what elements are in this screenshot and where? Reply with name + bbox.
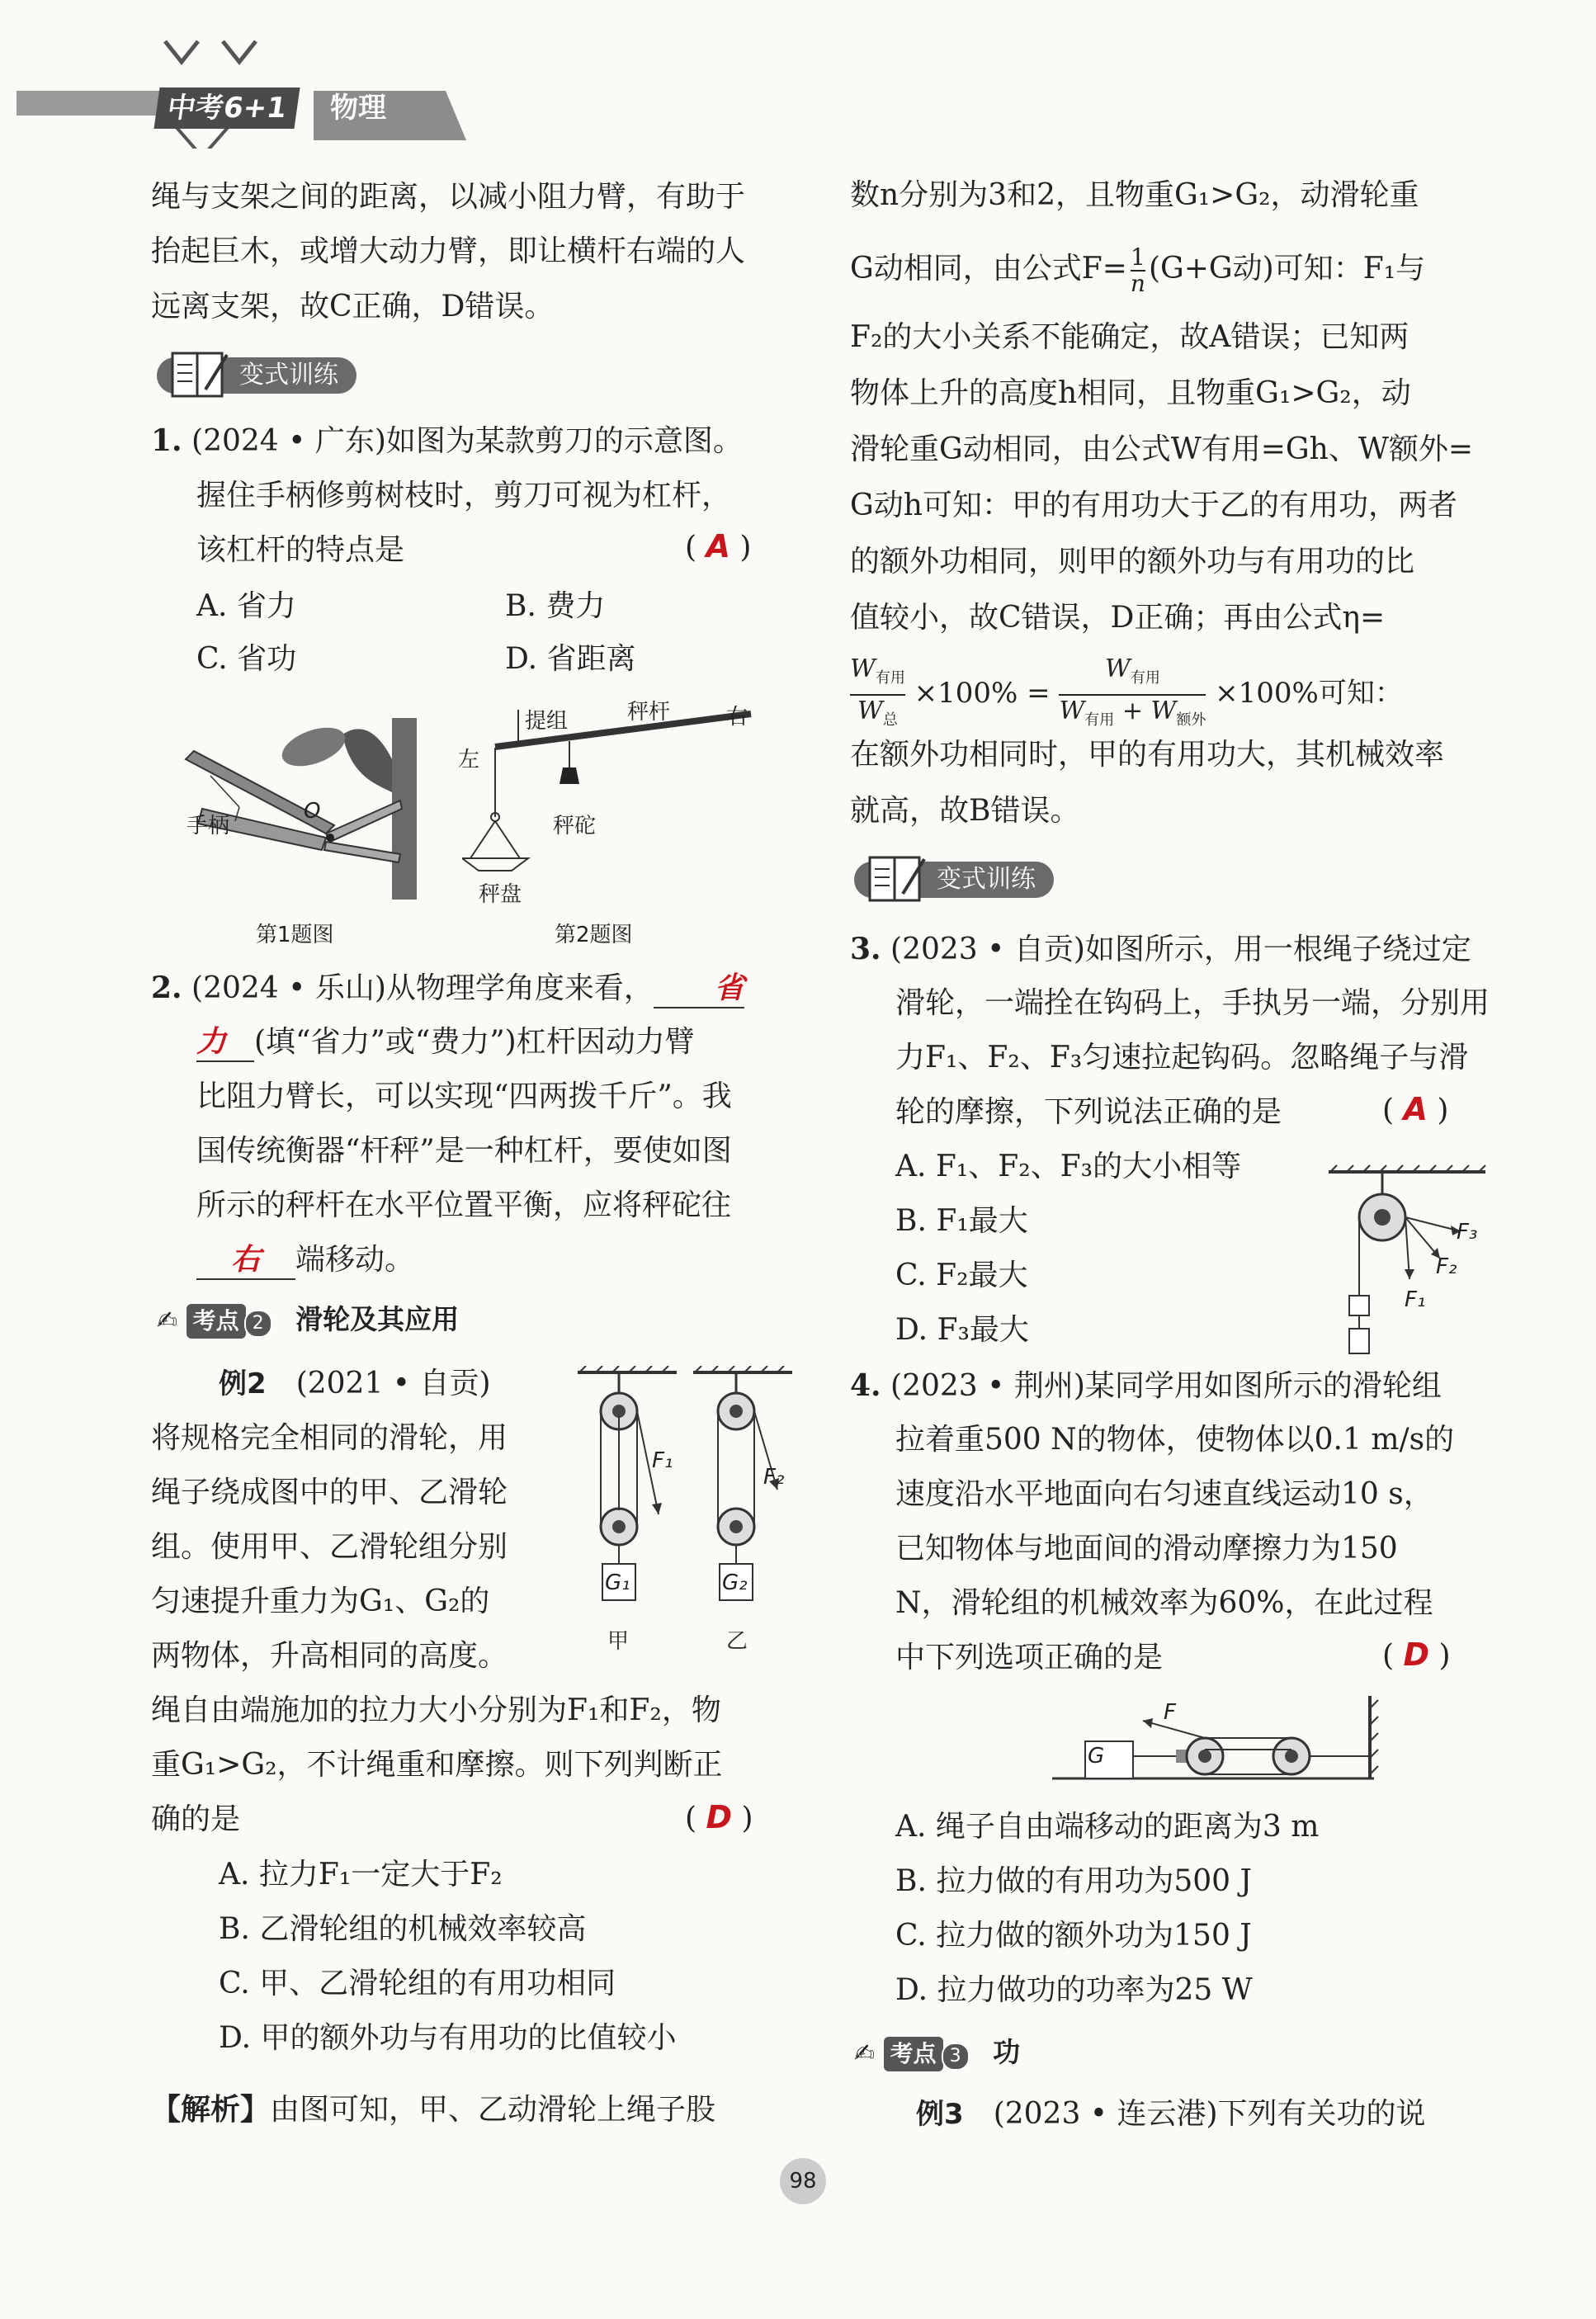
ex2-line-2: 绳子绕成图中的甲、乙滑轮 [151, 1476, 508, 1509]
q4-line-6: 中下列选项正确的是 [895, 1641, 1164, 1674]
book-icon [866, 853, 933, 907]
fig-ex2-f1: F₁ [652, 1448, 673, 1473]
ex2-option-d: D. 甲的额外功与有用功的比值较小 [219, 2021, 677, 2055]
page-number: 98 [780, 2158, 826, 2204]
ex2-line-4: 匀速提升重力为G₁、G₂的 [151, 1585, 490, 1618]
fig-q3-f3: F₃ [1457, 1220, 1478, 1245]
q3-option-d: D. F₃最大 [895, 1313, 1029, 1347]
q3-option-a: A. F₁、F₂、F₃的大小相等 [895, 1150, 1242, 1183]
q2-line-3: 比阻力臂长，可以实现“四两拨千斤”。我 [196, 1079, 732, 1113]
fig-q4-f: F [1164, 1700, 1176, 1725]
q2-line-2: 力 (填“省力”或“费力”)杠杆因动力臂 [196, 1024, 695, 1062]
ex2-answer-bracket: ( D ) [685, 1799, 753, 1835]
fig-ex2-g2: G₂ [722, 1570, 748, 1595]
q3-answer: A [1403, 1091, 1428, 1127]
fig-q3-f1: F₁ [1405, 1287, 1426, 1312]
ex2-analysis: 【解析】由图可知，甲、乙动滑轮上绳子股 [151, 2093, 716, 2127]
fig-ex2-g1: G₁ [605, 1570, 630, 1595]
q1-option-a: A. 省力 [196, 589, 296, 623]
q1-line-3: 该杠杆的特点是 [196, 533, 405, 567]
right-line-1: 数n分别为3和2，且物重G₁>G₂，动滑轮重 [850, 178, 1419, 212]
q4-option-b: B. 拉力做的有用功为500 J [895, 1864, 1252, 1898]
right-line-8: 在额外功相同时，甲的有用功大，其机械效率 [850, 738, 1445, 772]
intro-line-3: 远离支架，故C正确，D错误。 [151, 290, 555, 324]
fig2-chenggan-label: 秤杆 [627, 700, 671, 725]
header-badge: 中考6+1 [153, 87, 300, 129]
ex2-line-7: 重G₁>G₂，不计绳重和摩擦。则下列判断正 [151, 1748, 723, 1782]
q3-answer-bracket: ( A ) [1382, 1091, 1449, 1127]
q2-line-4: 国传统衡器“杆秤”是一种杠杆，要使如图 [196, 1134, 732, 1168]
q4-line-1: 4. (2023 • 荆州)某同学用如图所示的滑轮组 [850, 1368, 1442, 1403]
q2-line-1: 2. (2024 • 乐山)从物理学角度来看， 省 [151, 970, 744, 1008]
flag-icon: ✍ [854, 2039, 876, 2068]
q3-option-b: B. F₁最大 [895, 1204, 1028, 1238]
fig1-caption: 第1题图 [256, 923, 334, 947]
book-icon [169, 348, 235, 403]
ex2-line-5: 两物体，升高相同的高度。 [151, 1639, 508, 1673]
q1-line-1: 1. (2024 • 广东)如图为某款剪刀的示意图。 [151, 423, 743, 458]
fig2-caption: 第2题图 [555, 923, 633, 947]
right-line-4: 滑轮重G动相同，由公式W有用=Gh、W额外= [850, 432, 1474, 466]
q4-option-c: C. 拉力做的额外功为150 J [895, 1919, 1252, 1953]
q3-line-1: 3. (2023 • 自贡)如图所示，用一根绳子绕过定 [850, 932, 1471, 966]
q4-line-5: N，滑轮组的机械效率为60%，在此过程 [895, 1586, 1433, 1620]
right-line-7: 值较小，故C错误，D正确；再由公式η= [850, 601, 1386, 635]
fig1-pivot-label: O [304, 799, 321, 824]
kaodian-3-header: ✍ 考点 3 功 [854, 2035, 1020, 2070]
q1-option-c: C. 省功 [196, 642, 297, 676]
fig2-tizu-label: 提组 [525, 709, 569, 734]
ex2-option-c: C. 甲、乙滑轮组的有用功相同 [219, 1967, 616, 2000]
fig-ex2-f2: F₂ [763, 1465, 785, 1490]
figure-horizontal-pulley [1052, 1692, 1382, 1791]
q3-option-c: C. F₂最大 [895, 1259, 1028, 1292]
ex2-option-a: A. 拉力F₁一定大于F₂ [219, 1858, 503, 1892]
q3-line-3: 力F₁、F₂、F₃匀速拉起钩码。忽略绳子与滑 [895, 1041, 1469, 1074]
ex2-option-b: B. 乙滑轮组的机械效率较高 [219, 1912, 587, 1946]
ex2-line-0: 例2 (2021 • 自贡) [219, 1367, 491, 1400]
q4-line-4: 已知物体与地面间的滑动摩擦力为150 [895, 1532, 1398, 1566]
right-line-5: G动h可知：甲的有用功大于乙的有用功，两者 [850, 489, 1457, 522]
figure-fixed-pulley [1320, 1155, 1510, 1378]
fig2-chengtuo-label: 秤砣 [553, 814, 597, 838]
q1-option-d: D. 省距离 [505, 642, 636, 676]
q4-answer: D [1403, 1637, 1430, 1673]
q2-answer-2: 右 [230, 1243, 261, 1277]
q2-line-6: 右 端移动。 [196, 1242, 414, 1280]
fig-ex2-jia: 甲 [607, 1629, 630, 1654]
right-formula-line: G动相同，由公式F= $\frac{1}{n}$ (G+G动)可知：F₁与 [850, 243, 1426, 297]
kaodian-2-header: ✍ 考点 2 滑轮及其应用 [157, 1302, 459, 1337]
intro-line-1: 绳与支架之间的距离，以减小阻力臂，有助于 [151, 180, 746, 214]
q3-line-4: 轮的摩擦，下列说法正确的是 [895, 1095, 1282, 1129]
q2-line-5: 所示的秤杆在水平位置平衡，应将秤砣往 [196, 1188, 732, 1222]
right-eta-formula: $W_{有用}$ $W_总$ ×100% = $W_{有用}$ $W_{有用} + W_{额外}$ ×100%可知： [850, 654, 1403, 729]
figure-pulley-systems [561, 1366, 809, 1663]
fig2-chengpan-label: 秤盘 [479, 882, 522, 907]
fig1-handle-label: 手柄 [187, 814, 230, 838]
q4-option-d: D. 拉力做功的功率为25 W [895, 1973, 1253, 2007]
q4-option-a: A. 绳子自由端移动的距离为3 m [895, 1810, 1320, 1844]
right-line-2: F₂的大小关系不能确定，故A错误；已知两 [850, 320, 1409, 354]
ex2-line-1: 将规格完全相同的滑轮，用 [151, 1421, 508, 1455]
fig2-right-label: 右 [726, 705, 748, 730]
right-line-9: 就高，故B错误。 [850, 794, 1080, 828]
flag-icon: ✍ [157, 1306, 178, 1335]
q2-answer-1a: 省 [714, 971, 744, 1005]
q1-line-2: 握住手柄修剪树枝时，剪刀可视为杠杆， [196, 479, 732, 512]
q1-answer: A [706, 528, 730, 564]
fig-q3-f2: F₂ [1436, 1254, 1457, 1279]
header-subject: 物理 [330, 92, 386, 125]
q1-option-b: B. 费力 [505, 589, 606, 623]
q3-line-2: 滑轮，一端拴在钩码上，手执另一端，分别用 [895, 986, 1490, 1020]
q2-answer-1b: 力 [196, 1025, 227, 1059]
fig-ex2-yi: 乙 [726, 1629, 748, 1654]
ex2-line-8: 确的是 [151, 1802, 241, 1836]
ex3-line: 例3 (2023 • 连云港)下列有关功的说 [916, 2097, 1426, 2131]
q4-line-2: 拉着重500 N的物体，使物体以0.1 m/s的 [895, 1423, 1455, 1457]
fig-q4-g: G [1088, 1744, 1105, 1769]
ex2-line-6: 绳自由端施加的拉力大小分别为F₁和F₂，物 [151, 1693, 721, 1727]
right-line-3: 物体上升的高度h相同，且物重G₁>G₂，动 [850, 376, 1411, 410]
ex2-answer: D [706, 1799, 733, 1835]
right-line-6: 的额外功相同，则甲的额外功与有用功的比 [850, 545, 1415, 579]
fig2-left-label: 左 [458, 748, 480, 772]
figure-scissors [177, 710, 425, 900]
q4-line-3: 速度沿水平地面向右匀速直线运动10 s， [895, 1477, 1433, 1511]
intro-line-2: 抬起巨木，或增大动力臂，即让横杆右端的人 [151, 234, 746, 268]
q1-answer-bracket: ( A ) [685, 528, 752, 564]
q4-answer-bracket: ( D ) [1382, 1637, 1451, 1673]
ex2-line-3: 组。使用甲、乙滑轮组分别 [151, 1530, 508, 1564]
